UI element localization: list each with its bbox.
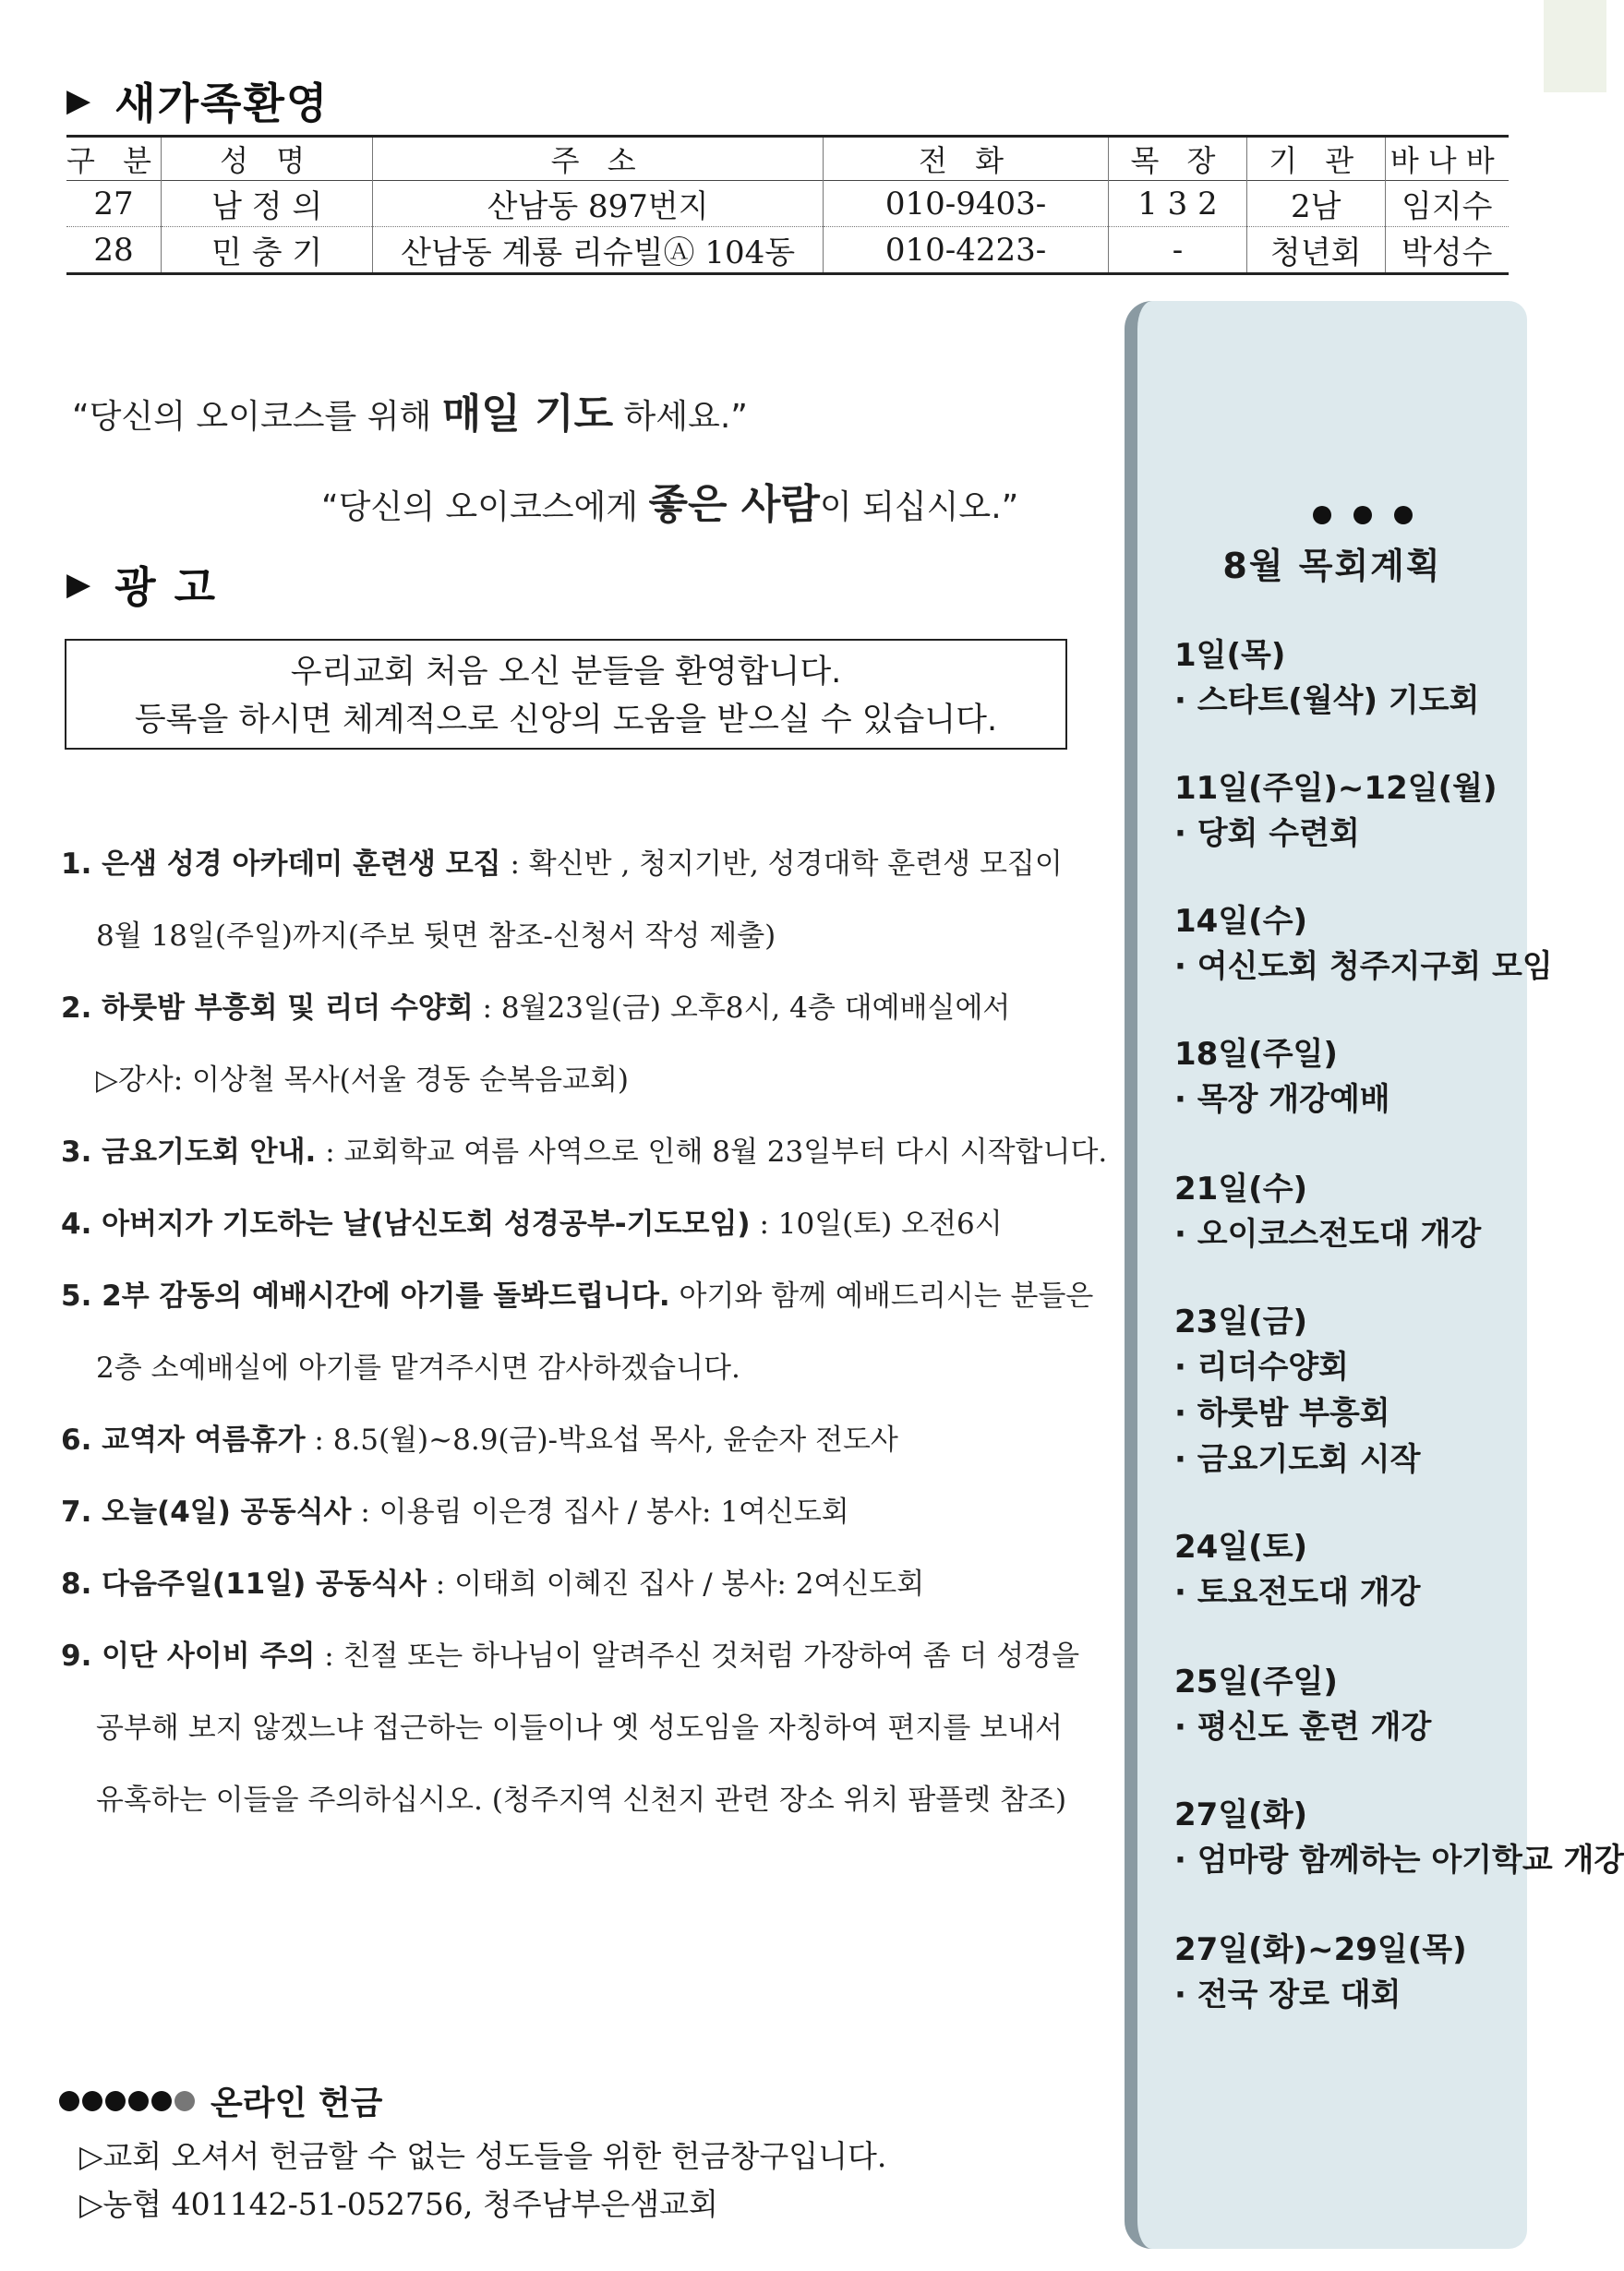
plan-event-date: 23일(금): [1174, 1304, 1308, 1340]
announcement-item: [61, 1558, 1095, 1630]
announcement-title: 1. 은샘 성경 아카데미 훈련생 모집: [61, 847, 501, 881]
announcement-item: [61, 1630, 1095, 1702]
announcement-title: 2. 하룻밤 부흥회 및 리더 수양회: [61, 991, 474, 1025]
plan-event: [1174, 1928, 1467, 2018]
announcement-text: : 10일(토) 오전6시: [750, 1208, 1003, 1241]
announcement-item: [61, 1414, 1095, 1486]
table-cell: 27: [93, 185, 134, 222]
table-cell: 2남: [1246, 181, 1385, 227]
welcome-box: [65, 639, 1067, 750]
announcement-title: 5. 2부 감동의 예배시간에 아기를 돌봐드립니다.: [61, 1280, 670, 1313]
corner-tab: [1544, 0, 1606, 92]
announcement-text: : 이태희 이혜진 집사 / 봉사: 2여신도회: [426, 1568, 925, 1601]
table-cell: 남 정 의: [162, 181, 373, 227]
plan-event-item: · 여신도회 청주지구회 모임: [1174, 948, 1553, 985]
announcement-list: [61, 838, 1108, 1846]
table-cell: 산남동 897번지: [373, 181, 824, 227]
col-header: 성 명: [162, 137, 373, 181]
announcement-continuation: 8월 18일(주일)까지(주보 뒷면 참조-신청서 작성 제출): [96, 919, 776, 953]
plan-event: [1174, 1167, 1481, 1257]
plan-event-item: · 하룻밤 부흥회: [1174, 1395, 1390, 1432]
announcement-text: : 친절 또는 하나님이 알려주신 것처럼 가장하여 좀 더 성경을: [315, 1640, 1080, 1673]
table-cell: 청년회: [1246, 227, 1385, 274]
ads-heading: ▶ 광 고: [66, 562, 218, 612]
plan-event-item: · 토요전도대 개강: [1174, 1574, 1421, 1611]
col-header: 목 장: [1109, 137, 1247, 181]
plan-event: [1174, 1300, 1421, 1483]
plan-event-item: · 당회 수련회: [1174, 815, 1360, 852]
plan-event-date: 21일(수): [1174, 1171, 1308, 1208]
announcement-continuation: 2층 소예배실에 아기를 맡겨주시면 감사하겠습니다.: [96, 1352, 740, 1385]
plan-event-item: · 스타트(월삭) 기도회: [1174, 682, 1480, 719]
table-row: [66, 181, 1509, 227]
announcement-item: [61, 1126, 1108, 1198]
announcement-text: : 확신반 , 청지기반, 성경대학 훈련생 모집이: [500, 847, 1063, 881]
welcome-line: 우리교회 처음 오신 분들을 환영합니다.: [290, 654, 842, 691]
table-cell: 1 3 2: [1109, 181, 1247, 227]
table-cell: 임지수: [1385, 181, 1509, 227]
col-header: 기 관: [1246, 137, 1385, 181]
col-header: 구 분: [66, 143, 161, 178]
quote-emphasis: 좋은 사람: [648, 481, 820, 528]
col-header: 전 화: [823, 137, 1108, 181]
announcement-continuation: 유혹하는 이들을 주의하십시오. (청주지역 신천지 관련 장소 위치 팜플렛 참조): [96, 1784, 1067, 1817]
plan-event-date: 11일(주일)~12일(월): [1174, 770, 1498, 807]
quote-emphasis: 매일 기도: [441, 391, 614, 438]
plan-event: [1174, 1793, 1624, 1883]
announcement-continuation: ▷강사: 이상철 목사(서울 경동 순복음교회): [96, 1063, 630, 1097]
quote-good-person: “당신의 오이코스에게 좋은 사람이 되십시오.”: [321, 481, 1019, 528]
triangle-icon: ▶: [66, 566, 91, 603]
table-cell: 010-9403-: [823, 181, 1108, 227]
plan-event-date: 27일(화)~29일(목): [1174, 1931, 1467, 1968]
plan-event-date: 25일(주일): [1174, 1664, 1338, 1700]
announcement-item: [61, 1486, 1095, 1558]
table-cell: 28: [93, 231, 134, 269]
plan-event: [1174, 899, 1553, 990]
plan-event-item: · 전국 장로 대회: [1174, 1977, 1401, 2013]
table-cell: 민 충 기: [162, 227, 373, 274]
plan-event-item: · 금요기도회 시작: [1174, 1441, 1421, 1478]
plan-event-date: 18일(주일): [1174, 1036, 1338, 1073]
announcement-item: [61, 838, 1095, 910]
plan-event-item: · 엄마랑 함께하는 아기학교 개강: [1174, 1842, 1624, 1879]
plan-event-date: 14일(수): [1174, 903, 1308, 940]
announcement-text: : 이용림 이은경 집사 / 봉사: 1여신도회: [351, 1496, 849, 1529]
table-cell: 박성수: [1385, 227, 1509, 274]
announcement-item: [61, 982, 1095, 1054]
plan-event-item: · 목장 개강예배: [1174, 1081, 1390, 1118]
plan-event: [1174, 633, 1479, 724]
newcomers-heading: ▶ 새가족환영: [66, 78, 330, 128]
plan-event-date: 27일(화): [1174, 1796, 1308, 1833]
quote-pray: “당신의 오이코스를 위해 매일 기도 하세요.”: [72, 391, 748, 438]
plan-event: [1174, 1525, 1421, 1616]
announcement-item: [61, 1270, 1095, 1342]
announcement-title: 7. 오늘(4일) 공동식사: [61, 1496, 352, 1529]
triangle-icon: ▶: [66, 82, 91, 119]
plan-event: [1174, 766, 1498, 857]
bullet-dots-icon: [59, 2091, 198, 2111]
announcement-text: 아기와 함께 예배드리시는 분들은: [669, 1280, 1094, 1313]
monthly-plan-panel: [1125, 301, 1624, 2249]
announcement-title: 6. 교역자 여름휴가: [61, 1424, 306, 1457]
table-cell: 010-4223-: [823, 227, 1108, 274]
announcement-title: 9. 이단 사이비 주의: [61, 1640, 316, 1673]
plan-event-date: 1일(목): [1174, 637, 1286, 674]
col-header: 바나바: [1385, 137, 1509, 181]
newcomers-table: [66, 135, 1509, 275]
three-dots-icon: [1302, 506, 1424, 524]
table-header-row: [66, 137, 1509, 181]
online-offering-account: ▷농협 401142-51-052756, 청주남부은샘교회: [79, 2186, 718, 2222]
announcement-text: : 8.5(월)~8.9(금)-박요섭 목사, 윤순자 전도사: [305, 1424, 898, 1457]
col-header: 주 소: [373, 137, 824, 181]
announcement-text: : 교회학교 여름 사역으로 인해 8월 23일부터 다시 시작합니다.: [316, 1136, 1108, 1169]
table-row: [66, 227, 1509, 274]
table-cell: -: [1109, 227, 1247, 274]
plan-event-item: · 리더수양회: [1174, 1349, 1349, 1386]
online-offering-heading: 온라인 헌금: [59, 2077, 382, 2124]
announcement-text: : 8월23일(금) 오후8시, 4층 대예배실에서: [473, 991, 1011, 1025]
announcement-continuation: 공부해 보지 않겠느냐 접근하는 이들이나 옛 성도임을 자칭하여 편지를 보내서: [96, 1712, 1063, 1745]
announcement-title: 4. 아버지가 기도하는 날(남신도회 성경공부-기도모임): [61, 1208, 751, 1241]
plan-event-date: 24일(토): [1174, 1529, 1308, 1566]
announcement-title: 3. 금요기도회 안내.: [61, 1136, 317, 1169]
welcome-line: 등록을 하시면 체계적으로 신앙의 도움을 받으실 수 있습니다.: [134, 702, 998, 739]
plan-event-item: · 오이코스전도대 개강: [1174, 1216, 1482, 1253]
plan-event: [1174, 1032, 1390, 1123]
plan-event-item: · 평신도 훈련 개강: [1174, 1709, 1432, 1746]
monthly-plan-title: 8월 목회계획: [1222, 546, 1442, 586]
table-cell: 산남동 계룡 리슈빌Ⓐ 104동: [373, 227, 824, 274]
plan-event: [1174, 1660, 1431, 1750]
online-offering-note: ▷교회 오셔서 헌금할 수 없는 성도들을 위한 헌금창구입니다.: [79, 2138, 887, 2174]
announcement-title: 8. 다음주일(11일) 공동식사: [61, 1568, 427, 1601]
announcement-item: [61, 1198, 1095, 1270]
